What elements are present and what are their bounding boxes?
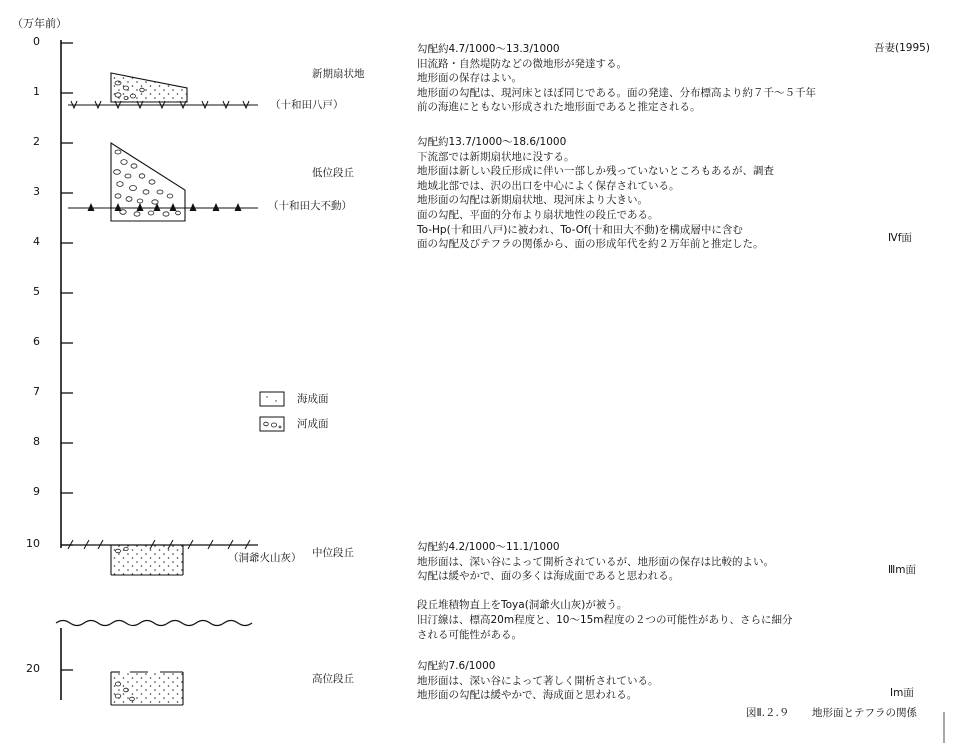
description-line: 段丘堆積物直上をToya(洞爺火山灰)が被う。: [417, 599, 628, 612]
figure-caption-number: 図Ⅱ.２.９: [746, 707, 790, 719]
ofudo-tephra-line: [68, 203, 258, 211]
description-line: 地形面の勾配は新期扇状地、現河床より大きい。: [417, 194, 648, 207]
tephra-triangle-mark: [137, 203, 144, 211]
description-line: 地形面は新しい段丘形成に伴い一部しか残っていないところもあるが、調査: [417, 165, 774, 178]
axis-tick-label: 4: [33, 235, 40, 248]
description-line: 地域北部では、沢の出口を中心によく保存されている。: [417, 179, 680, 192]
description-line: 面の勾配及びテフラの関係から、面の形成年代を約２万年前と推定した。: [417, 238, 764, 251]
tephra-triangle-mark: [213, 203, 220, 211]
tephra-triangle-mark: [88, 203, 95, 211]
description-line: される可能性がある。: [417, 628, 522, 641]
surface-label-iv: Ⅳf面: [888, 232, 912, 244]
tephra-triangle-mark: [190, 203, 197, 211]
description-line: 面の勾配、平面的分布より扇状地性の段丘である。: [417, 208, 659, 221]
axis-tick-label: 10: [26, 537, 40, 550]
description-line: 旧汀線は、標高20m程度と、10～15m程度の２つの可能性があり、さらに細分: [417, 613, 793, 626]
tephra-triangle-mark: [170, 203, 177, 211]
axis-tick-label: 7: [33, 385, 40, 398]
description-line: [417, 584, 793, 599]
description-line: 前の海進にともない形成された地形面であると推定される。: [417, 101, 701, 114]
description-line: 地形面の保存はよい。: [417, 72, 522, 85]
chui-terrace-block: [111, 545, 183, 575]
tephra-label-toya: （洞爺火山灰）: [228, 552, 302, 564]
description-line: 下流部では新期扇状地に没する。: [417, 150, 575, 163]
axis-break-wave: [56, 621, 252, 626]
tephra-label-hachinohe: （十和田八戸）: [270, 99, 344, 111]
axis-tick-label: 1: [33, 85, 40, 98]
description-line: 勾配約13.7/1000～18.6/1000: [417, 136, 567, 148]
teii-gravel: [114, 150, 181, 216]
koui-terrace-block: [111, 672, 183, 705]
axis-tick-label: 5: [33, 285, 40, 298]
tephra-triangle-mark: [235, 203, 242, 211]
description-line: 地形面は、深い谷によって著しく開析されている。: [417, 674, 659, 687]
legend-fluvial-label: 河成面: [297, 418, 329, 430]
axis-tick-label: 6: [33, 335, 40, 348]
description-line: 地形面の勾配は、現河床とほぼ同じである。面の発達、分布標高より約７千～５千年: [417, 86, 816, 99]
landform-label-chui: 中位段丘: [312, 547, 354, 559]
landform-label-koui: 高位段丘: [312, 673, 354, 685]
legend-marine-swatch: [260, 392, 284, 406]
figure-caption-title: 地形面とテフラの関係: [812, 707, 917, 719]
axis-tick-label: 2: [33, 135, 40, 148]
description-line: 勾配約7.6/1000: [417, 660, 496, 672]
surface-label-iii: Ⅲm面: [888, 564, 916, 576]
axis-tick-label: 8: [33, 435, 40, 448]
axis-tick-label: 9: [33, 485, 40, 498]
legend-fluvial-swatch: [260, 417, 284, 431]
description-line: 勾配約4.7/1000～13.3/1000: [417, 43, 560, 55]
description-shinki: [417, 42, 816, 115]
surface-label-i: Ⅰm面: [890, 687, 914, 699]
description-line: 勾配は緩やかで、面の多くは海成面であると思われる。: [417, 570, 680, 583]
axis-tick-label: 3: [33, 185, 40, 198]
description-koui: [417, 659, 659, 703]
description-line: 地形面は、深い谷によって開析されているが、地形面の保存は比較的よい。: [417, 555, 774, 568]
description-line: 勾配約4.2/1000～11.1/1000: [417, 541, 560, 553]
landform-label-shinki: 新期扇状地: [312, 68, 365, 80]
description-line: 地形面の勾配は緩やかで、海成面と思われる。: [417, 689, 638, 702]
tephra-label-ofudo: （十和田大不動）: [268, 200, 352, 212]
landform-label-teii: 低位段丘: [312, 167, 354, 179]
axis-tick-label: 0: [33, 35, 40, 48]
shinki-fan-block: [111, 73, 187, 102]
source-citation: 吾妻(1995): [874, 42, 930, 54]
axis-ticks: [61, 43, 73, 670]
description-chui: [417, 540, 793, 642]
axis-tick-label: 20: [26, 662, 40, 675]
description-line: To-Hp(十和田八戸)に被われ、To-Of(十和田大不動)を構成層中に含む: [417, 223, 743, 236]
tephra-triangle-mark: [115, 203, 122, 211]
axis-unit-label: （万年前）: [12, 17, 67, 30]
description-line: 旧流路・自然堤防などの微地形が発達する。: [417, 57, 627, 70]
legend-marine-label: 海成面: [297, 393, 329, 405]
description-teii: [417, 135, 774, 252]
